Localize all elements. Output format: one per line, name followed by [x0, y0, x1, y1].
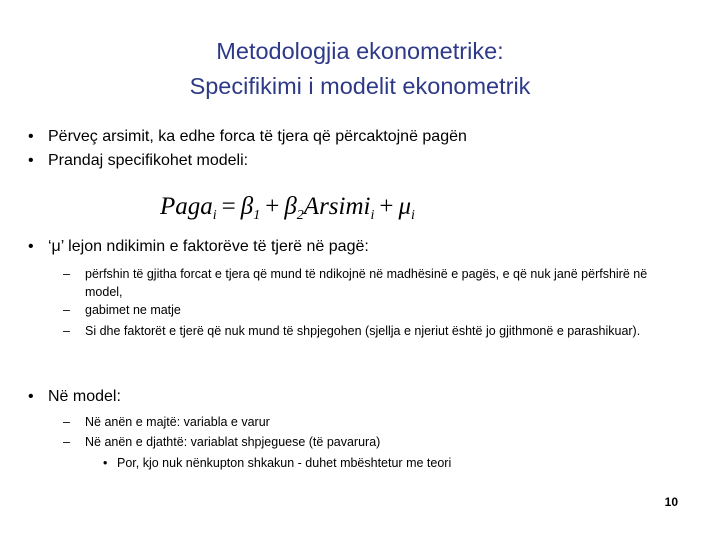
sub-item — [63, 301, 675, 319]
formula-beta1-subscript: 1 — [253, 208, 261, 223]
formula-lhs: Paga — [160, 193, 213, 220]
bullet-icon: • — [103, 456, 108, 470]
formula-variable: Arsimi — [303, 193, 371, 220]
sub-item-text: Në anën e majtë: variabla e varur — [85, 415, 270, 429]
dash-icon: – — [63, 303, 70, 317]
formula-beta2-subscript: 2 — [296, 208, 304, 223]
bullet-text: Përveç arsimit, ka edhe forca të tjera që përcaktojnë pagën — [48, 128, 467, 145]
formula-lhs-subscript: i — [212, 208, 217, 223]
bullet-text: Prandaj specifikohet modeli: — [48, 152, 249, 169]
bullet-text: ‘μ’ lejon ndikimin e faktorëve të tjerë në pagë: — [48, 238, 369, 255]
sub-sub-item — [103, 454, 451, 472]
bullet-icon: • — [28, 128, 34, 145]
model-formula — [160, 190, 415, 233]
bullet-icon: • — [28, 152, 34, 169]
dash-icon: – — [63, 267, 70, 281]
bullet-icon: • — [28, 388, 34, 405]
bullet-item — [28, 151, 248, 171]
dash-icon: – — [63, 415, 70, 429]
bullet-item — [28, 127, 467, 147]
formula-plus: + — [265, 193, 280, 220]
sub-item-text: Në anën e djathtë: variablat shpjeguese (të pavarura) — [85, 435, 381, 449]
dash-icon: – — [63, 324, 70, 338]
bullet-item — [28, 237, 369, 257]
sub-item-text: gabimet ne matje — [85, 303, 181, 317]
formula-error-subscript: i — [411, 208, 415, 223]
formula-beta1: β — [240, 193, 254, 220]
dash-icon: – — [63, 435, 70, 449]
sub-item — [63, 265, 675, 301]
slide-title-line-1: Metodologjia ekonometrike: — [216, 38, 504, 64]
bullet-icon: • — [28, 238, 34, 255]
formula-equals: = — [221, 193, 236, 220]
sub-sub-item-text: Por, kjo nuk nënkupton shkakun - duhet mbështetur me teori — [117, 456, 452, 470]
sub-item — [63, 433, 675, 451]
formula-error: μ — [398, 193, 412, 220]
sub-item — [63, 413, 675, 431]
sub-item-text: Si dhe faktorët e tjerë që nuk mund të shpjegohen (sjellja e njeriut është jo gjithmonë e parashikuar). — [85, 324, 641, 338]
slide-title-line-2: Specifikimi i modelit ekonometrik — [189, 73, 531, 99]
slide-title — [0, 34, 720, 104]
sub-item — [63, 322, 675, 340]
formula-variable-subscript: i — [370, 208, 375, 223]
formula-beta2: β — [284, 193, 297, 220]
bullet-item — [28, 387, 121, 407]
bullet-text: Në model: — [48, 388, 121, 405]
formula-plus: + — [379, 193, 394, 220]
page-number: 10 — [664, 495, 678, 509]
sub-item-text: përfshin të gjitha forcat e tjera që mund të ndikojnë në madhësinë e pagës, e që nuk janë përfshirë në model, — [85, 267, 648, 299]
